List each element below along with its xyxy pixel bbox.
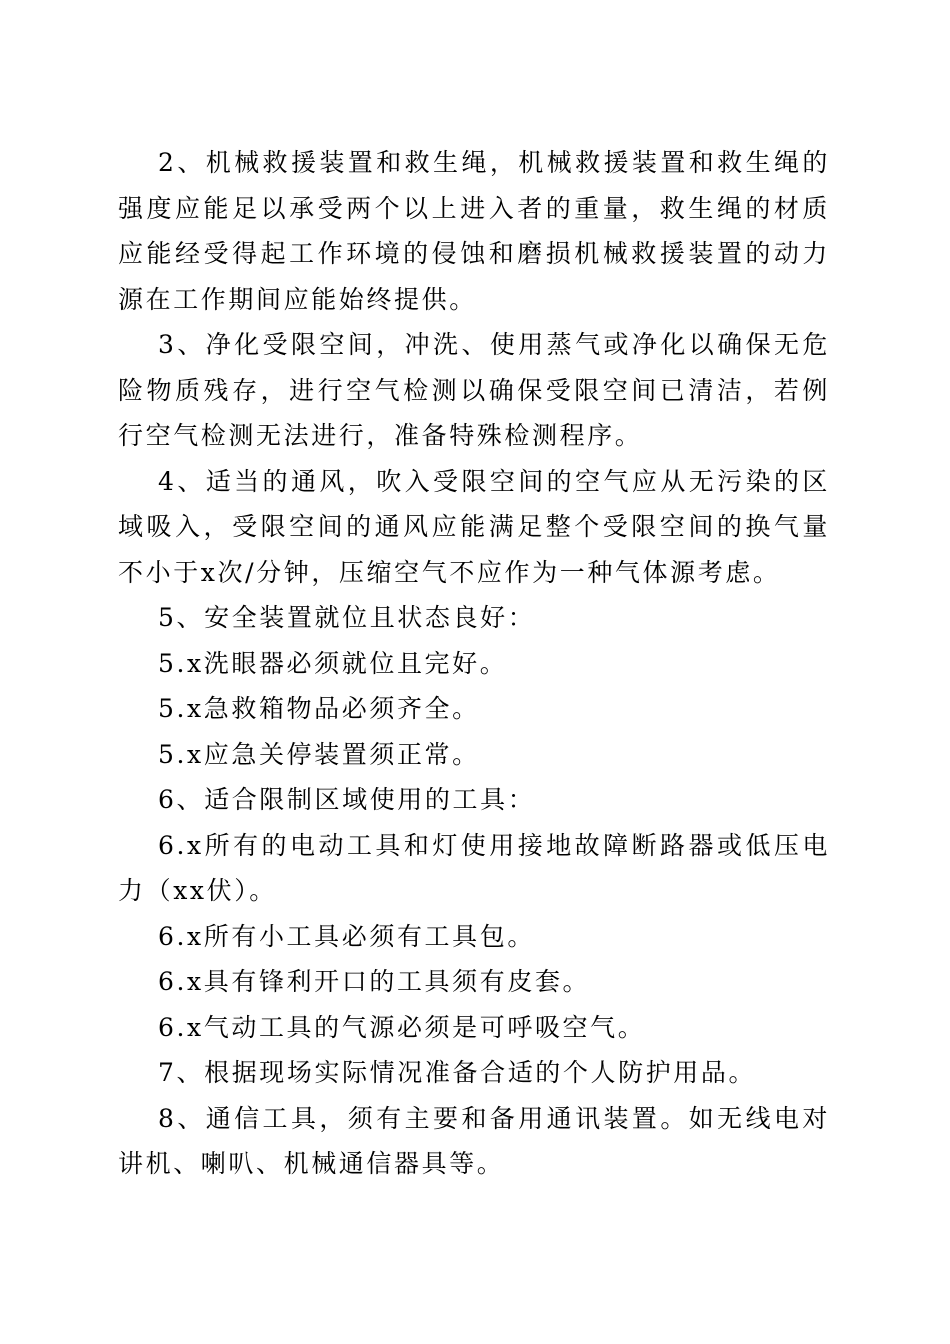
- paragraph-tool-bag: 6.x所有小工具必须有工具包。: [158, 921, 535, 951]
- paragraph-tools: 6、适合限制区域使用的工具：: [158, 785, 536, 814]
- paragraph-communication: 8、通信工具，须有主要和备用通讯装置。如无线电对讲机、喇叭、机械通信器具等。: [118, 1103, 830, 1178]
- paragraph-purge-space: 3、净化受限空间，冲洗、使用蒸气或净化以确保无危险物质残存，进行空气检测以确保受限空间已清洁，若例行空气检测无法进行，准备特殊检测程序。: [118, 330, 830, 450]
- paragraph-ppe: 7、根据现场实际情况准备合适的个人防护用品。: [158, 1058, 757, 1087]
- paragraph-pneumatic-tools: 6.x气动工具的气源必须是可呼吸空气。: [158, 1012, 646, 1042]
- paragraph-eyewash: 5.x洗眼器必须就位且完好。: [158, 648, 508, 678]
- document-body: [118, 140, 830, 1187]
- paragraph-ventilation: 4、适当的通风，吹入受限空间的空气应从无污染的区域吸入，受限空间的通风应能满足整个受限空间的换气量不小于x次/分钟，压缩空气不应作为一种气体源考虑。: [118, 466, 830, 587]
- paragraph-first-aid-kit: 5.x急救箱物品必须齐全。: [158, 694, 480, 723]
- paragraph-sharp-tools: 6.x具有锋利开口的工具须有皮套。: [158, 967, 591, 996]
- paragraph-emergency-shutdown: 5.x应急关停装置须正常。: [158, 739, 480, 769]
- paragraph-rescue-equipment: 2、机械救援装置和救生绳，机械救援装置和救生绳的强度应能足以承受两个以上进入者的重量，救生绳的材质应能经受得起工作环境的侵蚀和磨损机械救援装置的动力源在工作期间应能始终提供。: [118, 148, 830, 314]
- paragraph-safety-devices: 5、安全装置就位且状态良好：: [158, 603, 536, 632]
- paragraph-electric-tools: 6.x所有的电动工具和灯使用接地故障断路器或低压电力（xx伏）。: [118, 830, 830, 905]
